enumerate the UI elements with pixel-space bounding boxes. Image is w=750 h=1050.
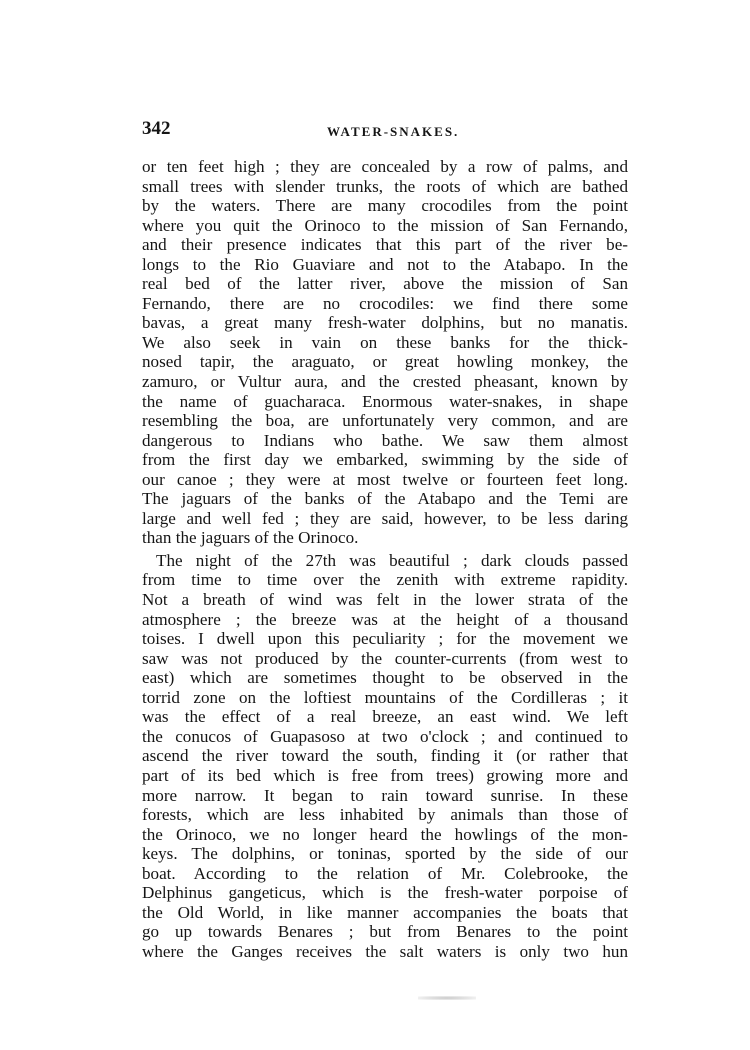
text-line: forests, which are less inhabited by animals than those of [142, 805, 628, 825]
text-line: The jaguars of the banks of the Atabapo and the Temi are [142, 489, 628, 509]
text-line: the Orinoco, we no longer heard the howlings of the mon- [142, 824, 628, 844]
text-line: from the first day we embarked, swimming by the side of [142, 450, 628, 470]
text-line: keys. The dolphins, or toninas, sported by the side of our [142, 844, 628, 864]
text-line: from time to time over the zenith with extreme rapidity. [142, 570, 628, 590]
text-line: Delphinus gangeticus, which is the fresh-water porpoise of [142, 883, 628, 903]
text-line: torrid zone on the loftiest mountains of the Cordilleras ; it [142, 687, 628, 707]
text-line: our canoe ; they were at most twelve or fourteen feet long. [142, 469, 628, 489]
text-line: the name of guacharaca. Enormous water-snakes, in shape [142, 391, 628, 411]
text-line: small trees with slender trunks, the roots of which are bathed [142, 176, 628, 196]
text-line: atmosphere ; the breeze was at the height of a thousand [142, 609, 628, 629]
text-line: resembling the boa, are unfortunately very common, and are [142, 411, 628, 431]
running-head: WATER-SNAKES. [327, 124, 460, 139]
text-line: east) which are sometimes thought to be observed in the [142, 668, 628, 688]
text-line: saw was not produced by the counter-currents (from west to [142, 648, 628, 668]
text-line: was the effect of a real breeze, an east wind. We left [142, 707, 628, 727]
text-line: large and well fed ; they are said, however, to be less daring [142, 508, 628, 528]
text-line: by the waters. There are many crocodiles from the point [142, 196, 628, 216]
text-line: more narrow. It began to rain toward sunrise. In these [142, 785, 628, 805]
text-line: nosed tapir, the araguato, or great howling monkey, the [142, 352, 628, 372]
text-line: The night of the 27th was beautiful ; dark clouds passed [156, 550, 628, 570]
text-line: or ten feet high ; they are concealed by a row of palms, and [142, 157, 628, 176]
text-line: than the jaguars of the Orinoco. [142, 528, 359, 548]
text-line: bavas, a great many fresh-water dolphins, but no manatis. [142, 313, 628, 333]
text-line: We also seek in vain on these banks for the thick- [142, 332, 628, 352]
text-line: where you quit the Orinoco to the mission of San Fernando, [142, 215, 628, 235]
text-line: boat. According to the relation of Mr. Colebrooke, the [142, 863, 628, 883]
text-line: dangerous to Indians who bathe. We saw them almost [142, 430, 628, 450]
page-header [142, 118, 622, 146]
paragraph [142, 157, 628, 548]
text-line: and their presence indicates that this part of the river be- [142, 235, 628, 255]
text-line: the Old World, in like manner accompanies the boats that [142, 902, 628, 922]
body-text [142, 157, 628, 961]
text-line: the conucos of Guapasoso at two o'clock ; and continued to [142, 726, 628, 746]
text-line: Fernando, there are no crocodiles: we find there some [142, 293, 628, 313]
text-line: ascend the river toward the south, finding it (or rather that [142, 746, 628, 766]
text-line: Not a breath of wind was felt in the lower strata of the [142, 590, 628, 610]
text-line: go up towards Benares ; but from Benares to the point [142, 922, 628, 942]
text-line: real bed of the latter river, above the mission of San [142, 274, 628, 294]
text-line: zamuro, or Vultur aura, and the crested pheasant, known by [142, 372, 628, 392]
text-line: where the Ganges receives the salt waters is only two hun [142, 941, 628, 961]
page-number: 342 [142, 118, 171, 139]
text-line: part of its bed which is free from trees) growing more and [142, 765, 628, 785]
paragraph [142, 551, 628, 961]
text-line: longs to the Rio Guaviare and not to the Atabapo. In the [142, 254, 628, 274]
print-smudge [418, 996, 476, 1000]
text-line: toises. I dwell upon this peculiarity ; for the movement we [142, 629, 628, 649]
